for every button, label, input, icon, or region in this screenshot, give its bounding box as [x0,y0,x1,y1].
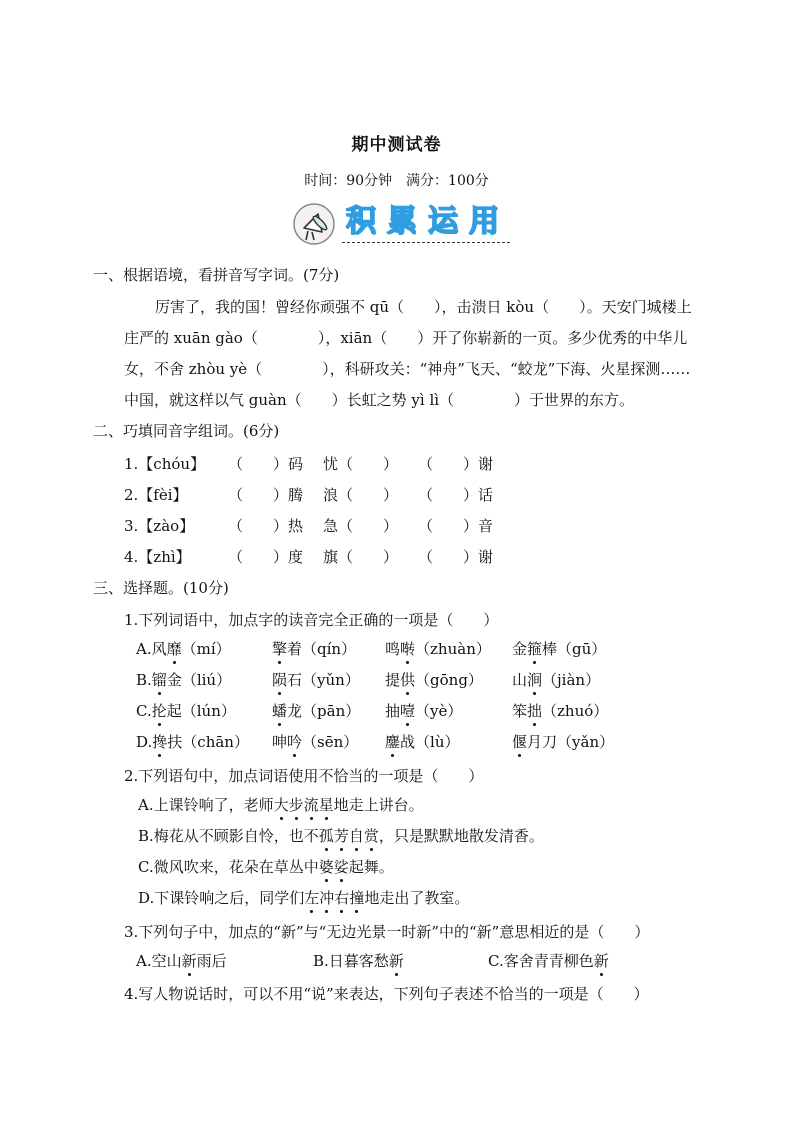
pinyin-choice: 山涧（jiàn） [512,671,601,689]
homophone-blank: （ ）码 [228,455,304,473]
homophone-blank: 浪（ ） [323,486,399,504]
homophone-blank: （ ）谢 [418,548,494,566]
dotted-phrase: 大步流星 [273,796,334,814]
homophone-blank: 忧（ ） [323,455,399,473]
homophone-blank: （ ）音 [418,517,494,535]
question-stem: 1.下列词语中，加点字的读音完全正确的一项是（ ） [124,611,499,629]
homophone-blank: （ ）度 [228,548,304,566]
dotted-phrase: 婆娑 [318,858,349,876]
pinyin-choice: 陨石（yǔn） [272,671,360,689]
homophone-blank: （ ）话 [418,486,494,504]
banner-underline [342,242,510,243]
homophone-blank: 旗（ ） [323,548,399,566]
section-banner [292,198,522,248]
sentence-choice: D.下课铃响之后，同学们左冲右撞地走出了教室。 [138,889,470,907]
pinyin-choice: 金箍棒（gū） [512,640,607,658]
dotted-phrase: 孤芳自赏 [318,827,379,845]
section-heading: 三、选择题。(10分) [93,579,229,597]
pinyin-choice: A.风靡（mí） [136,640,231,658]
question-stem: 4.写人物说话时，可以不用“说”来表达，下列句子表述不恰当的一项是（ ） [124,985,649,1003]
section-heading: 二、巧填同音字组词。(6分) [93,422,280,440]
page-title: 期中测试卷 [351,135,442,155]
question-stem: 2.下列语句中，加点词语使用不恰当的一项是（ ） [124,767,484,785]
exam-time-info: 时间：90分钟 满分：100分 [304,173,489,189]
homophone-label: 2.【fèi】 [124,486,188,504]
sentence-choice: A.上课铃响了，老师大步流星地走上讲台。 [138,796,424,814]
paragraph-line: 庄严的 xuān gào（ ），xiān（ ）开了你崭新的一页。多少优秀的中华儿 [124,329,688,347]
pinyin-choice: 鸣啭（zhuàn） [385,640,491,658]
homophone-label: 4.【zhì】 [124,548,191,566]
pinyin-choice: 偃月刀（yǎn） [512,733,615,751]
homophone-blank: （ ）腾 [228,486,304,504]
poem-choice: B.日暮客愁新 [313,952,404,970]
sentence-choice: B.梅花从不顾影自怜，也不孤芳自赏，只是默默地散发清香。 [138,827,544,845]
pinyin-choice: 提供（gōng） [385,671,483,689]
homophone-blank: （ ）谢 [418,455,494,473]
dotted-phrase: 左冲右撞 [304,889,365,907]
pinyin-choice: 蟠龙（pān） [272,702,361,720]
pinyin-choice: 擎着（qín） [272,640,357,658]
pinyin-choice: 笨拙（zhuó） [512,702,609,720]
pinyin-choice: C.抡起（lún） [136,702,236,720]
paragraph-line: 厉害了，我的国！曾经你顽强不 qū（ ），击溃日 kòu（ ）。天安门城楼上 [155,298,692,316]
pinyin-choice: 抽噎（yè） [385,702,463,720]
paragraph-line: 中国，就这样以气 guàn（ ）长虹之势 yì lì（ ）于世界的东方。 [124,391,635,409]
homophone-blank: （ ）热 [228,517,304,535]
question-stem: 3.下列句子中，加点的“新”与“无边光景一时新”中的“新”意思相近的是（ ） [124,923,650,941]
homophone-label: 1.【chóu】 [124,455,206,473]
homophone-label: 3.【zào】 [124,517,195,535]
banner-title: 积累运用 [346,204,510,239]
paragraph-line: 女，不舍 zhòu yè（ ），科研攻关：“神舟”飞天、“蛟龙”下海、火星探测…… [124,360,691,378]
section-heading: 一、根据语境，看拼音写字词。(7分) [93,266,340,284]
homophone-blank: 急（ ） [323,517,399,535]
pinyin-choice: 呻吟（sēn） [272,733,359,751]
pinyin-choice: 鏖战（lù） [385,733,460,751]
sentence-choice: C.微风吹来，花朵在草丛中婆娑起舞。 [138,858,394,876]
poem-choice: C.客舍青青柳色新 [488,952,609,970]
pinyin-choice: B.镏金（liú） [136,671,232,689]
megaphone-icon [292,202,336,246]
poem-choice: A.空山新雨后 [136,952,227,970]
pinyin-choice: D.搀扶（chān） [136,733,249,751]
